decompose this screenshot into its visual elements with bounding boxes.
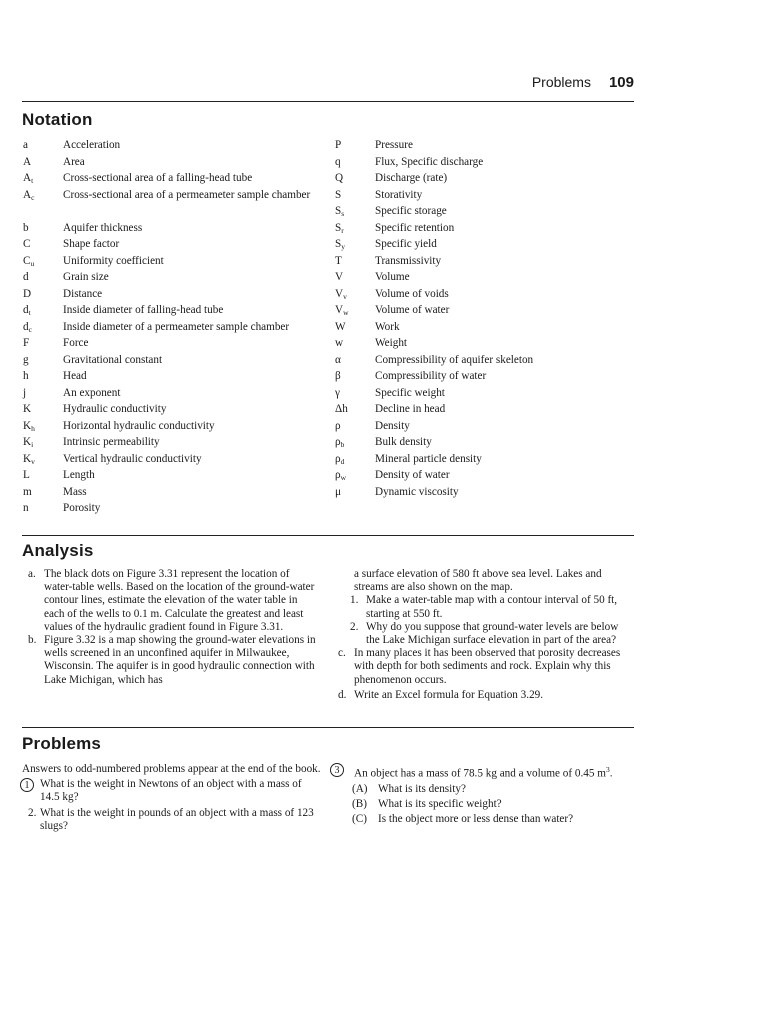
notation-entry (334, 154, 634, 171)
notation-entry (334, 401, 634, 418)
notation-definition: Dynamic viscosity (375, 485, 459, 498)
notation-symbol (22, 269, 63, 286)
symbol-subscript: c (31, 192, 35, 202)
option-text: Is the object more or less dense than water? (378, 813, 574, 826)
notation-definition: Specific retention (375, 221, 455, 234)
notation-symbol (334, 286, 375, 303)
header-rule (22, 101, 634, 102)
notation-definition: Inside diameter of falling-head tube (63, 304, 224, 316)
item-text: Why do you suppose that ground-water levels are below the Lake Michigan surface elevation in part of the area? (366, 620, 619, 647)
problem-1 (22, 778, 322, 804)
symbol-subscript: r (341, 225, 344, 235)
notation-definition: Head (63, 370, 87, 382)
symbol-main: n (23, 502, 29, 514)
notation-symbol (22, 401, 63, 418)
notation-symbol (334, 236, 375, 253)
notation-entry (22, 236, 332, 253)
notation-symbol (334, 385, 375, 402)
problem-2 (22, 807, 322, 833)
symbol-subscript: v (343, 291, 347, 301)
analysis-item-b (28, 634, 318, 687)
notation-symbol (334, 401, 375, 418)
symbol-main: A (23, 155, 32, 168)
notation-symbol (334, 220, 375, 237)
notation-definition: Work (375, 320, 400, 333)
notation-entry (22, 418, 332, 435)
notation-entry (334, 335, 634, 352)
symbol-main: K (23, 436, 32, 448)
option-text: What is its specific weight? (378, 798, 502, 811)
notation-symbol (334, 434, 375, 451)
notation-entry (334, 484, 634, 501)
notation-definition: Aquifer thickness (63, 221, 143, 234)
notation-definition: Storativity (375, 188, 423, 201)
symbol-main: d (23, 271, 29, 283)
page-number: 109 (608, 74, 634, 91)
notation-entry (22, 500, 332, 517)
symbol-main: Q (335, 172, 344, 184)
notation-symbol (334, 418, 375, 435)
symbol-subscript: d (340, 456, 345, 466)
symbol-main: Δh (335, 403, 348, 415)
item-label: a. (28, 568, 36, 580)
notation-symbol (334, 154, 375, 171)
running-head-section: Problems (531, 74, 591, 90)
notation-definition: Length (63, 469, 95, 481)
symbol-main: D (23, 287, 32, 300)
problem-3-options (332, 783, 634, 827)
symbol-main: S (335, 221, 342, 234)
symbol-main: b (23, 221, 29, 234)
notation-symbol (22, 220, 63, 237)
notation-entry (22, 352, 332, 369)
notation-entry (22, 137, 332, 154)
symbol-subscript: w (340, 473, 347, 482)
analysis-item-c (338, 647, 634, 687)
symbol-main: V (335, 287, 344, 300)
notation-symbol (22, 385, 63, 402)
notation-symbol (334, 302, 375, 319)
symbol-main: μ (335, 485, 341, 498)
notation-entry (22, 451, 332, 468)
notation-definition: Force (63, 337, 89, 349)
notation-entry (22, 286, 332, 303)
notation-definition: Vertical hydraulic conductivity (63, 452, 202, 465)
notation-symbol (22, 500, 63, 517)
item-text: Make a water-table map with a contour interval of 50 ft, starting at 550 ft. (366, 594, 618, 620)
symbol-subscript: i (31, 440, 34, 449)
symbol-main: V (335, 304, 344, 316)
symbol-main: K (23, 452, 32, 465)
problem-text: What is the weight in pounds of an object with a mass of 123 slugs? (40, 806, 314, 832)
notation-entry (334, 418, 634, 435)
notation-definition: Bulk density (375, 436, 432, 448)
symbol-subscript: y (341, 242, 345, 251)
notation-definition: Weight (375, 337, 408, 349)
item-label: 2. (350, 620, 359, 633)
symbol-main: L (23, 469, 30, 481)
notation-symbol (22, 253, 63, 270)
problem-number-circled: 1 (20, 778, 34, 792)
notation-entry (334, 269, 634, 286)
notation-entry (334, 434, 634, 451)
symbol-main: K (23, 419, 32, 432)
symbol-main: α (335, 353, 341, 366)
option-label: (C) (352, 813, 367, 826)
problem-option (332, 798, 634, 811)
notation-entry (334, 352, 634, 369)
notation-definition: Density (375, 419, 410, 432)
notation-symbol (334, 484, 375, 501)
notation-entry (22, 368, 332, 385)
problem-number-circled: 3 (330, 763, 344, 777)
item-label: b. (28, 634, 37, 647)
symbol-main: γ (335, 386, 340, 399)
symbol-main: m (23, 485, 32, 498)
item-text: The black dots on Figure 3.31 represent the location of water-table wells. Based on the location of the ground-water contour lines, estimate the elevation of the water table in each of the wells to 0.1 m. Calculate the greatest and least values of the hydraulic gradient found in Figure 3.31. (44, 568, 315, 633)
symbol-subscript: u (30, 258, 35, 268)
notation-symbol (334, 335, 375, 352)
notation-definition: Mineral particle density (375, 452, 482, 465)
notation-symbol (22, 484, 63, 501)
notation-entry (22, 335, 332, 352)
problem-option (332, 783, 634, 796)
symbol-subscript: t (31, 176, 34, 185)
notation-entry (334, 170, 634, 187)
notation-definition: Specific yield (375, 238, 437, 250)
problem-text: An object has a mass of 78.5 kg and a volume of 0.45 m (354, 767, 606, 780)
notation-entry (334, 385, 634, 402)
symbol-main: S (335, 238, 342, 250)
symbol-main: A (23, 188, 32, 201)
notation-definition: Horizontal hydraulic conductivity (63, 419, 215, 432)
notation-entry (22, 253, 332, 270)
notation-entry (334, 203, 634, 220)
symbol-subscript: s (341, 209, 345, 218)
notation-definition: Flux, Specific discharge (375, 155, 484, 168)
notation-entry (22, 154, 332, 171)
symbol-main: d (23, 320, 29, 333)
notation-entry (22, 467, 332, 484)
notation-entry (22, 385, 332, 402)
notation-definition: Gravitational constant (63, 353, 163, 366)
notation-definition: Inside diameter of a permeameter sample chamber (63, 320, 290, 333)
symbol-subscript: c (28, 324, 32, 334)
notation-definition: Volume of water (375, 304, 450, 316)
analysis-right-column (338, 568, 634, 702)
symbol-main: ρ (335, 469, 341, 481)
notation-entry (334, 236, 634, 253)
notation-definition: Volume (375, 271, 410, 283)
notation-entry (334, 286, 634, 303)
analysis-item-b-continued: a surface elevation of 580 ft above sea level. Lakes and streams are also shown on the map. (354, 568, 602, 594)
notation-entry (22, 319, 332, 336)
notation-heading: Notation (22, 110, 93, 129)
notation-entry (22, 434, 332, 451)
symbol-subscript: t (28, 308, 31, 317)
notation-entry (334, 451, 634, 468)
analysis-item-d (338, 689, 634, 702)
notation-symbol (22, 154, 63, 171)
notation-definition: Hydraulic conductivity (63, 403, 167, 415)
symbol-main: F (23, 337, 30, 349)
symbol-main: P (335, 139, 342, 151)
symbol-main: w (335, 337, 344, 349)
notation-symbol (22, 236, 63, 253)
notation-entry (334, 319, 634, 336)
notation-symbol (334, 137, 375, 154)
notation-symbol (334, 319, 375, 336)
symbol-main: K (23, 403, 32, 415)
notation-symbol (334, 467, 375, 484)
symbol-main: S (335, 205, 342, 217)
symbol-subscript: v (31, 456, 35, 466)
notation-definition: Cross-sectional area of a permeameter sample chamber (63, 188, 311, 201)
notation-definition: Cross-sectional area of a falling-head tube (63, 172, 253, 184)
option-text: What is its density? (378, 782, 466, 795)
notation-definition: Grain size (63, 271, 109, 283)
notation-entry (22, 220, 332, 237)
notation-symbol (22, 335, 63, 352)
notation-symbol (334, 451, 375, 468)
notation-definition: Decline in head (375, 403, 446, 415)
symbol-subscript: h (31, 423, 35, 433)
notation-symbol (22, 302, 63, 319)
notation-definition: Compressibility of water (375, 370, 487, 382)
symbol-subscript: w (343, 308, 349, 317)
notation-entry (334, 137, 634, 154)
notation-left-column (22, 137, 332, 517)
problem-3 (332, 763, 634, 781)
superscript: 3 (605, 765, 610, 774)
symbol-main: V (335, 271, 344, 283)
notation-definition: Compressibility of aquifer skeleton (375, 353, 534, 366)
running-head (22, 74, 634, 91)
symbol-main: C (23, 238, 31, 250)
notation-symbol (22, 319, 63, 336)
notation-entry (22, 401, 332, 418)
notation-definition: Pressure (375, 139, 413, 151)
problem-text-end: . (609, 767, 613, 780)
problems-left-column (22, 763, 322, 833)
notation-symbol (22, 137, 63, 154)
analysis-rule (22, 535, 634, 536)
item-label: d. (338, 688, 347, 701)
notation-symbol (22, 187, 63, 220)
analysis-item-b2 (338, 621, 634, 647)
option-label: (A) (352, 782, 368, 795)
problems-rule (22, 727, 634, 728)
symbol-main: h (23, 370, 29, 382)
notation-symbol (334, 352, 375, 369)
notation-symbol (22, 368, 63, 385)
problem-option (332, 813, 634, 826)
item-text: In many places it has been observed that porosity decreases with depth for both sediments and rock. Explain why this phenomenon occurs. (354, 647, 621, 686)
symbol-subscript: b (340, 440, 345, 449)
notation-symbol (22, 352, 63, 369)
notation-definition: Volume of voids (375, 287, 449, 300)
symbol-main: β (335, 370, 341, 382)
symbol-main: ρ (335, 436, 341, 448)
notation-definition: Specific weight (375, 386, 445, 399)
notation-entry (334, 302, 634, 319)
notation-symbol (334, 203, 375, 220)
symbol-main: ρ (335, 419, 341, 432)
problem-text: What is the weight in Newtons of an object with a mass of 14.5 kg? (40, 778, 302, 804)
item-text: Write an Excel formula for Equation 3.29. (354, 688, 544, 701)
notation-symbol (334, 253, 375, 270)
analysis-left-column (28, 568, 318, 687)
symbol-main: A (23, 172, 32, 184)
problems-right-column (332, 763, 634, 827)
symbol-main: T (335, 254, 342, 267)
symbol-main: S (335, 188, 342, 201)
notation-definition: Shape factor (63, 238, 120, 250)
symbol-main: C (23, 254, 31, 267)
notation-symbol (22, 467, 63, 484)
symbol-main: g (23, 353, 29, 366)
symbol-main: q (335, 155, 341, 168)
notation-symbol (334, 187, 375, 204)
notation-symbol (22, 418, 63, 435)
problems-intro: Answers to odd-numbered problems appear at the end of the book. (22, 763, 321, 775)
item-label: c. (338, 647, 346, 660)
notation-entry (22, 269, 332, 286)
notation-definition: Uniformity coefficient (63, 254, 164, 267)
notation-symbol (22, 286, 63, 303)
symbol-main: a (23, 139, 28, 151)
analysis-heading: Analysis (22, 541, 94, 560)
symbol-main: j (23, 386, 27, 399)
item-text: Figure 3.32 is a map showing the ground-water elevations in wells screened in an unconfined aquifer in Milwaukee, Wisconsin. The aquifer is in good hydraulic connection with Lake Michigan, which has (44, 634, 316, 686)
notation-definition: Acceleration (63, 139, 121, 151)
analysis-item-a (28, 568, 318, 634)
symbol-main: d (23, 304, 29, 316)
notation-entry (334, 467, 634, 484)
symbol-main: ρ (335, 452, 341, 465)
notation-entry (22, 187, 332, 220)
problems-heading: Problems (22, 734, 102, 753)
option-label: (B) (352, 798, 367, 811)
notation-definition: Porosity (63, 502, 101, 514)
notation-entry (334, 253, 634, 270)
notation-definition: Distance (63, 287, 103, 300)
notation-definition: Specific storage (375, 205, 447, 217)
notation-definition: Area (63, 155, 85, 168)
notation-symbol (22, 434, 63, 451)
analysis-item-b1 (338, 594, 634, 620)
notation-definition: Discharge (rate) (375, 172, 448, 184)
notation-entry (22, 302, 332, 319)
notation-definition: An exponent (63, 386, 121, 399)
notation-symbol (22, 451, 63, 468)
notation-entry (334, 368, 634, 385)
item-label: 1. (350, 594, 359, 607)
notation-definition: Intrinsic permeability (63, 436, 160, 448)
notation-right-column (334, 137, 634, 500)
notation-symbol (334, 368, 375, 385)
symbol-main: W (335, 320, 346, 333)
notation-entry (22, 484, 332, 501)
notation-definition: Transmissivity (375, 254, 442, 267)
notation-symbol (22, 170, 63, 187)
notation-entry (22, 170, 332, 187)
notation-definition: Density of water (375, 469, 450, 481)
notation-definition: Mass (63, 485, 87, 498)
notation-symbol (334, 170, 375, 187)
notation-symbol (334, 269, 375, 286)
problem-number: 2. (28, 806, 37, 819)
notation-entry (334, 187, 634, 204)
notation-entry (334, 220, 634, 237)
